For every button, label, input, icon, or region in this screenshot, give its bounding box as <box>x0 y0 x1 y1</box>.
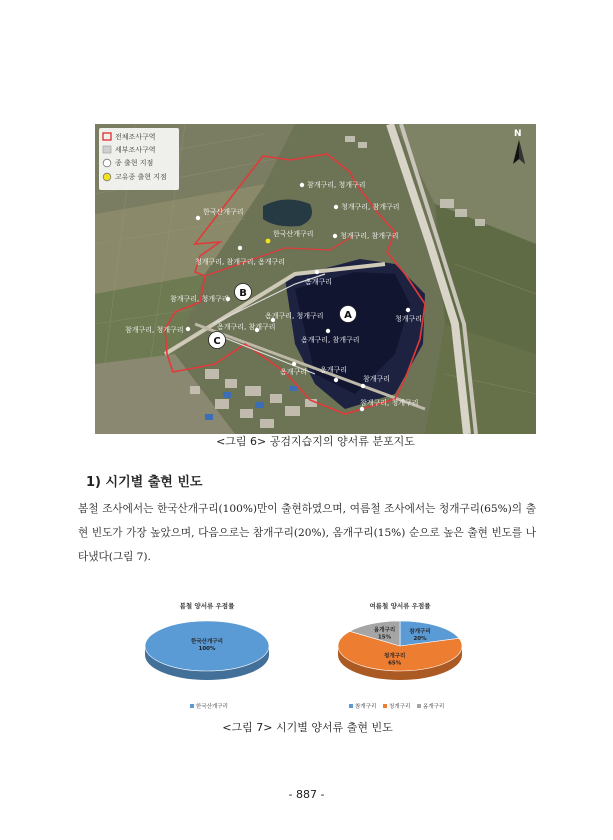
point-label: 한국산개구리 <box>203 208 244 216</box>
map-legend <box>99 128 179 190</box>
legend-detail-area-icon <box>103 146 111 153</box>
legend-species-point-icon <box>103 159 111 167</box>
point-label: 옴개구리, 청개구리 <box>265 312 324 320</box>
point-label: 옴개구리 <box>280 368 308 376</box>
zone-label-a: A <box>344 310 352 321</box>
point-label: 참개구리 <box>363 375 391 383</box>
legend-label-survey-area: 전체조사구역 <box>115 133 156 141</box>
legend-label: 옴개구리 <box>423 704 445 710</box>
distribution-map <box>95 124 536 434</box>
zone-label-b: B <box>239 288 247 299</box>
chart-title-1: 여름철 양서류 우점률 <box>369 602 431 610</box>
pie-label-name: 옴개구리 <box>373 627 396 634</box>
legend-label: 참개구리 <box>355 704 377 710</box>
point-label: 한국산개구리 <box>273 230 314 238</box>
pie-label-name: 한국산개구리 <box>191 639 223 645</box>
zone-marker-c <box>209 332 226 349</box>
pie-label-percent: 20% <box>413 635 427 642</box>
legend-label: 청개구리 <box>389 704 411 710</box>
legend-swatch <box>190 704 194 708</box>
body-paragraph <box>78 497 536 569</box>
point-label: 옴개구리, 참개구리 <box>217 323 276 331</box>
satellite-map-image <box>95 124 536 434</box>
legend-swatch <box>349 704 353 708</box>
pie-label-percent: 15% <box>377 634 392 641</box>
page-number: - 887 - <box>288 788 325 801</box>
pie-label-name: 참개구리 <box>409 628 431 635</box>
legend-swatch <box>417 704 421 708</box>
point-label: 참개구리, 청개구리 <box>125 326 184 334</box>
pie-chart-svg <box>135 596 480 716</box>
point-label: 참개구리, 청개구리 <box>307 181 366 189</box>
legend-label: 한국산개구리 <box>196 704 228 710</box>
legend-label-species-point: 종 출현 지점 <box>115 159 154 167</box>
zone-marker-a <box>340 306 357 323</box>
pie-label-percent: 65% <box>388 660 402 667</box>
figure6-caption: <그림 6> 공검지습지의 양서류 분포지도 <box>216 435 415 448</box>
legend-label-endemic-point: 고유종 출현 지점 <box>115 173 167 181</box>
point-label: 청개구리, 참개구리 <box>341 203 400 211</box>
legend-endemic-point-icon <box>103 173 111 181</box>
point-label: 참개구리, 청개구리 <box>170 295 229 303</box>
point-label: 청개구리 <box>395 315 423 323</box>
point-label: 옴개구리 <box>305 278 333 286</box>
point-label: 옴개구리, 참개구리 <box>301 336 360 344</box>
point-label: 옴개구리 <box>320 366 348 374</box>
legend-swatch <box>383 704 387 708</box>
pie-label-name: 청개구리 <box>384 653 406 660</box>
pie-label-percent: 100% <box>198 646 216 652</box>
section-heading: 1) 시기별 출현 빈도 <box>86 475 203 490</box>
point-label: 청개구리, 참개구리, 옴개구리 <box>195 258 286 266</box>
figure7-caption: <그림 7> 시기별 양서류 출현 빈도 <box>222 721 393 734</box>
legend-label-detail-area: 세부조사구역 <box>115 146 156 154</box>
zone-label-c: C <box>213 336 221 347</box>
point-label: 청개구리, 참개구리 <box>340 232 399 240</box>
north-label: N <box>514 129 522 139</box>
point-label: 참개구리, 청개구리 <box>360 399 419 407</box>
chart-title-0: 봄철 양서류 우점률 <box>179 602 235 610</box>
seasonal-pie-charts <box>135 596 480 716</box>
zone-marker-b <box>235 284 252 301</box>
paragraph-text: 봄철 조사에서는 한국산개구리(100%)만이 출현하였으며, 여름철 조사에서는 청개구리(65%)의 출현 빈도가 가장 높았으며, 다음으로는 참개구리(20%), 옴개구리(15%) 순으로 높은 출현 빈도를 나타냈다(그림 7). <box>78 503 536 563</box>
